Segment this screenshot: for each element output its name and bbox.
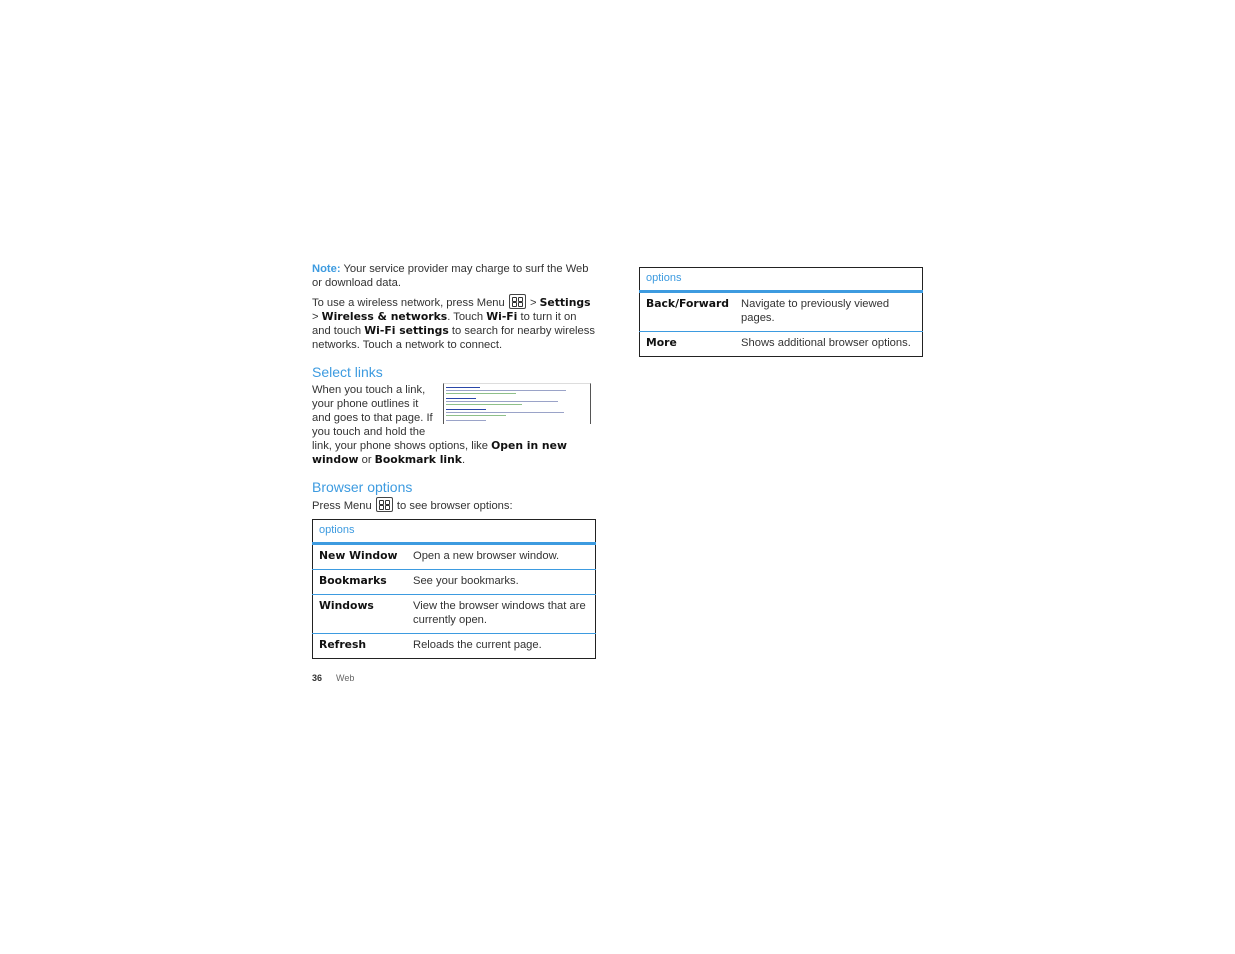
option-key <box>640 292 736 332</box>
options-table-left <box>312 519 596 659</box>
option-key <box>313 595 408 634</box>
table-row <box>640 332 923 357</box>
left-column <box>312 262 596 659</box>
wireless-text-2: > <box>526 297 540 309</box>
search-results-screenshot <box>443 383 591 424</box>
select-links-block <box>312 383 596 467</box>
menu-key-icon <box>376 497 393 512</box>
option-key <box>313 570 408 595</box>
option-key-label: Refresh <box>319 638 367 651</box>
right-column <box>639 267 923 357</box>
wifi-label: Wi-Fi <box>486 310 518 323</box>
section-name: Web <box>336 673 355 683</box>
select-links-end: . <box>461 454 466 466</box>
option-key-label: Back/Forward <box>646 297 730 310</box>
options-header-label: options <box>313 520 596 544</box>
wireless-text-3: > <box>312 311 322 323</box>
option-key <box>313 544 408 570</box>
wireless-text-1: To use a wireless network, press Menu <box>312 297 508 309</box>
option-key-label: Windows <box>319 599 374 612</box>
page-footer <box>312 673 354 683</box>
select-links-heading: Select links <box>312 364 383 380</box>
browser-options-paragraph <box>312 497 596 513</box>
option-key-label: New Window <box>319 549 398 562</box>
table-row <box>313 570 596 595</box>
table-row <box>313 595 596 634</box>
note-paragraph <box>312 262 596 290</box>
table-row <box>313 634 596 659</box>
option-key-label: Bookmarks <box>319 574 387 587</box>
open-new-window-label: Open in new window <box>312 439 567 466</box>
wireless-text-4: . Touch <box>447 311 487 323</box>
press-menu-text: Press Menu <box>312 500 375 512</box>
option-key <box>640 332 736 357</box>
settings-label: Settings <box>539 296 591 309</box>
option-value: Navigate to previously viewed pages. <box>735 292 922 332</box>
wireless-paragraph <box>312 294 596 352</box>
note-label: Note: <box>312 263 341 275</box>
browser-options-heading: Browser options <box>312 479 413 495</box>
menu-key-icon <box>509 294 526 309</box>
wireless-networks-label: Wireless & networks <box>321 310 448 323</box>
select-links-or: or <box>358 454 375 466</box>
bookmark-link-label: Bookmark link <box>374 453 462 466</box>
option-value: Reloads the current page. <box>407 634 596 659</box>
select-links-text: When you touch a link, your phone outlines it and goes to that page. If you touch and hold the link, your phone shows options, like <box>312 384 492 452</box>
table-row <box>640 292 923 332</box>
option-value: See your bookmarks. <box>407 570 596 595</box>
option-key <box>313 634 408 659</box>
note-text: Your service provider may charge to surf the Web or download data. <box>312 263 589 289</box>
option-value: Open a new browser window. <box>407 544 596 570</box>
wireless-text-6: to search for nearby wireless networks. Touch a network to connect. <box>312 325 595 351</box>
wireless-text-5: to turn it on and touch <box>312 311 577 337</box>
options-header-label: options <box>640 268 923 292</box>
option-value: Shows additional browser options. <box>735 332 922 357</box>
option-value: View the browser windows that are currently open. <box>407 595 596 634</box>
press-menu-end-text: to see browser options: <box>393 500 513 512</box>
wifi-settings-label: Wi-Fi settings <box>364 324 449 337</box>
page-number: 36 <box>312 673 323 683</box>
options-table-header <box>313 520 596 544</box>
option-key-label: More <box>646 336 677 349</box>
options-table-right <box>639 267 923 357</box>
options-table-header <box>640 268 923 292</box>
table-row <box>313 544 596 570</box>
